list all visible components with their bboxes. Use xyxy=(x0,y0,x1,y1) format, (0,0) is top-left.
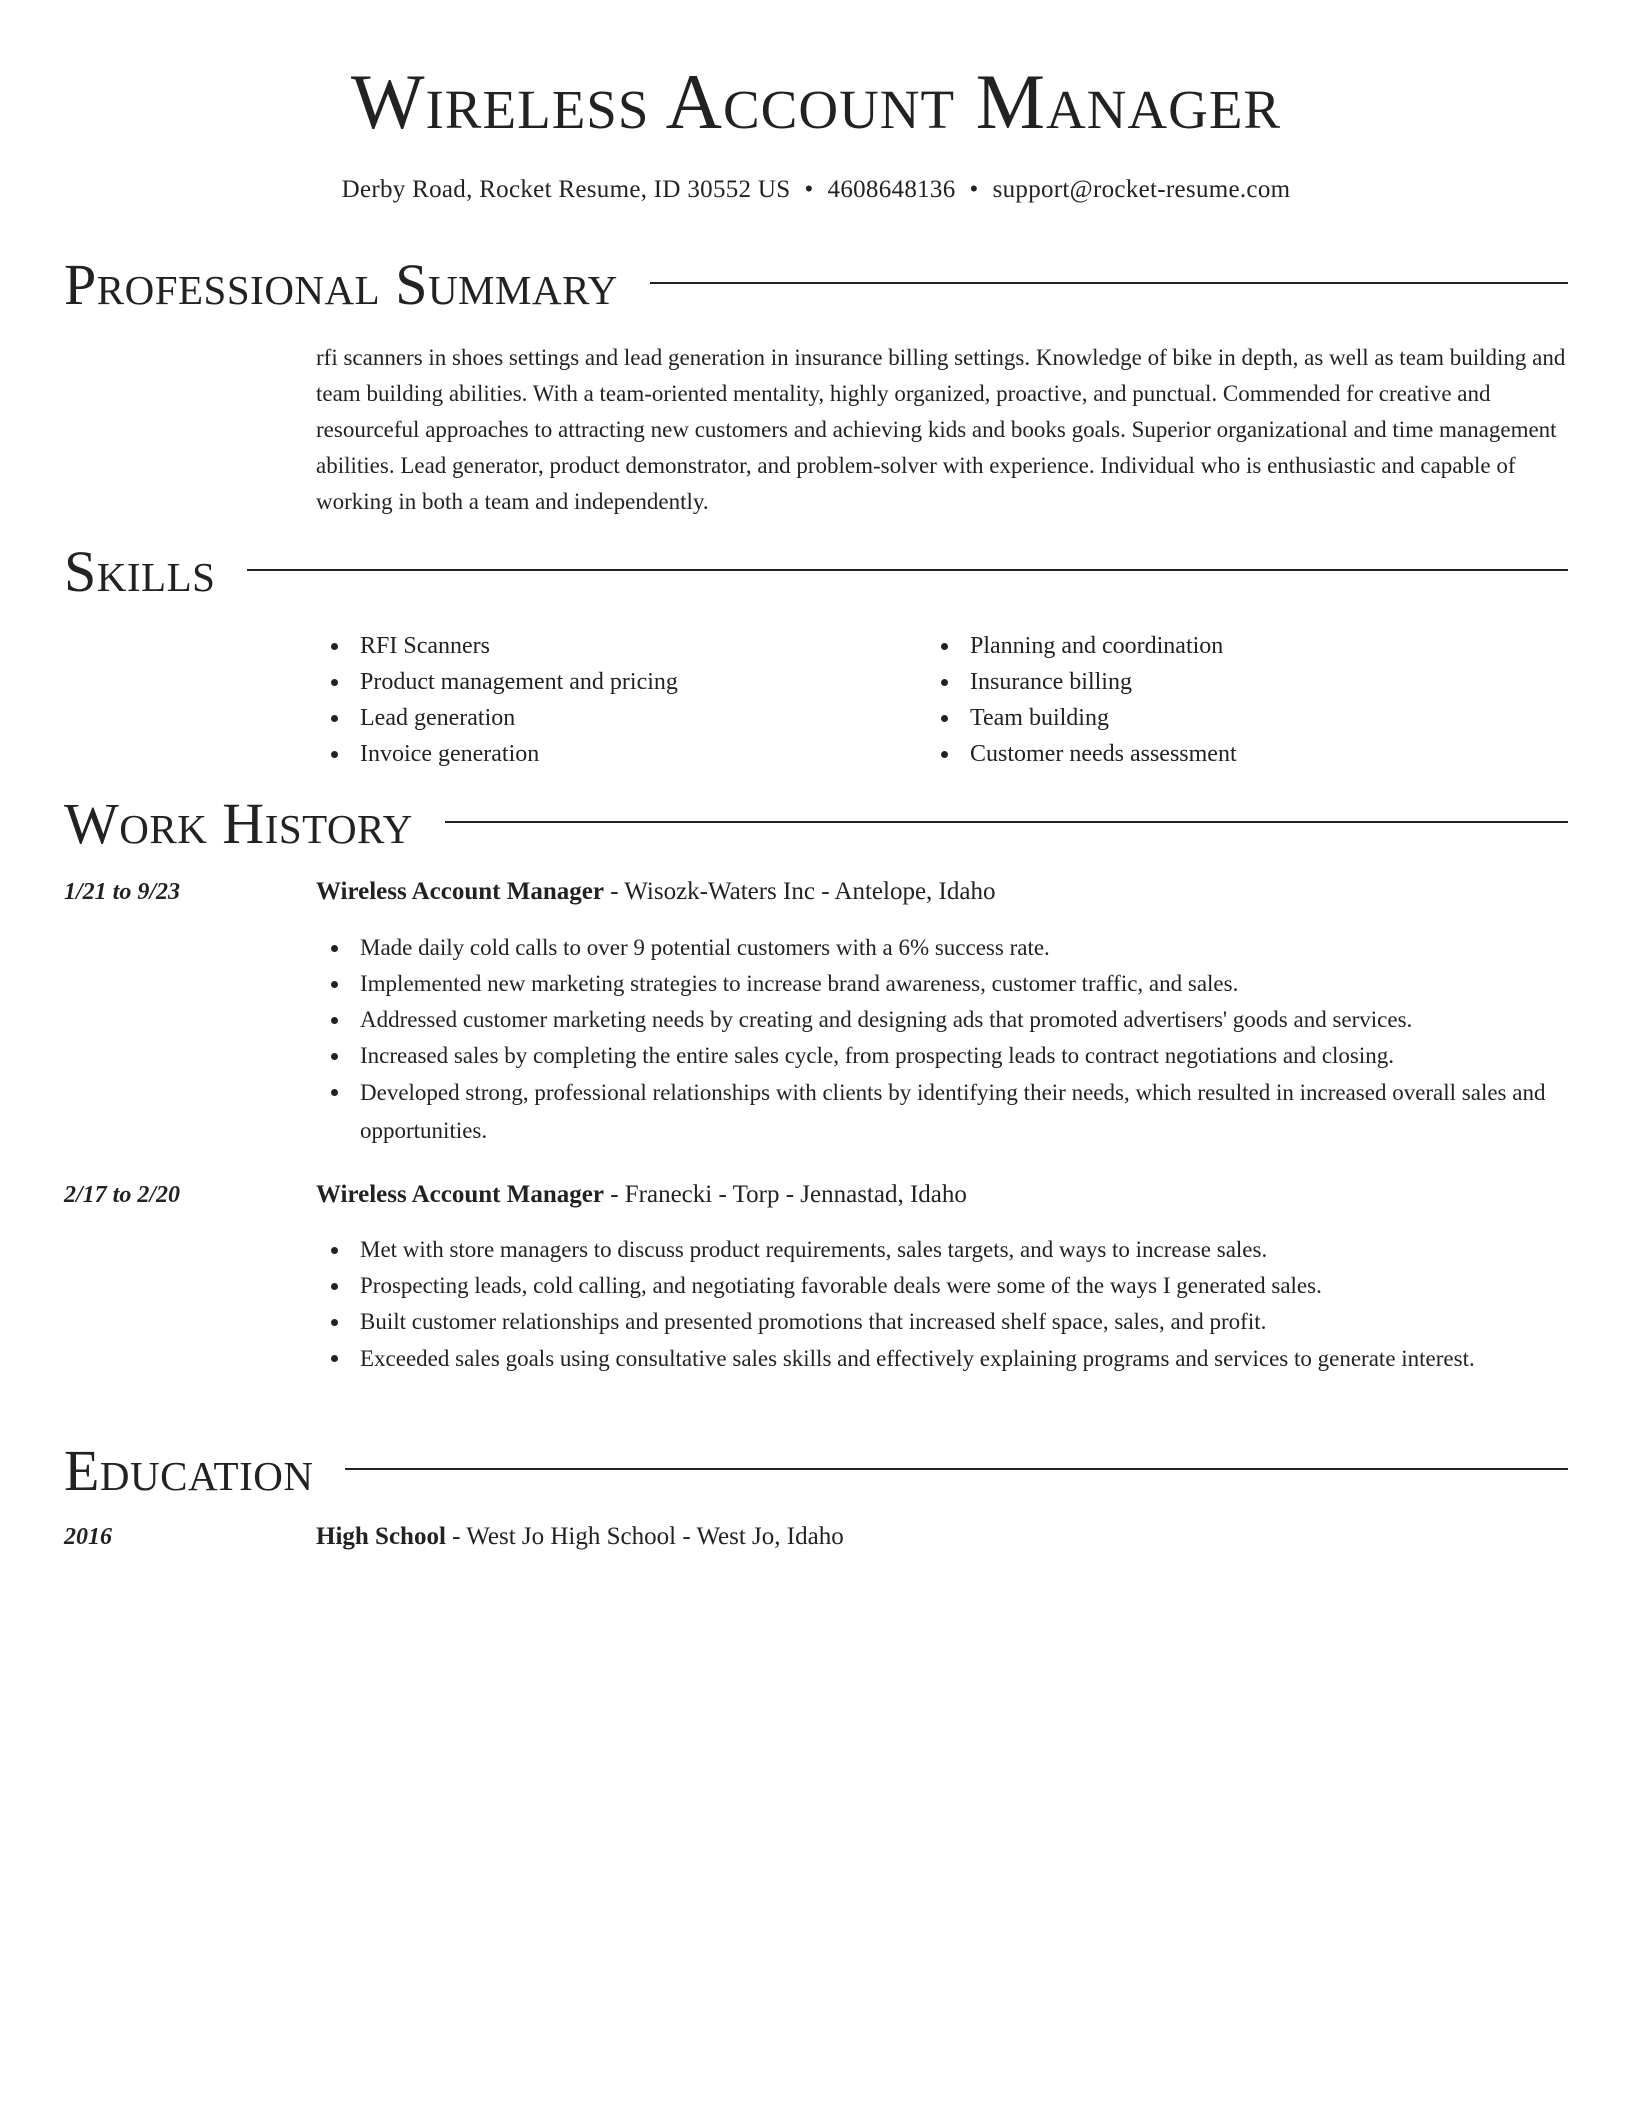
work-section-header xyxy=(64,793,1568,855)
section-divider xyxy=(247,569,1568,571)
job-bullet-list xyxy=(316,1232,1570,1378)
contact-phone: 4608648136 xyxy=(827,176,956,203)
job-bullet: Developed strong, professional relationships with clients by identifying their needs, which resulted in increased overall sales and opportunities. xyxy=(316,1074,1570,1150)
job-bullet: Implemented new marketing strategies to increase brand awareness, customer traffic, and sales. xyxy=(316,966,1570,1002)
education-section-title: Education xyxy=(64,1438,314,1503)
job-dates: 1/21 to 9/23 xyxy=(64,879,181,905)
education-year: 2016 xyxy=(64,1524,112,1550)
job-bullet-list xyxy=(316,930,1570,1150)
job-bullet: Addressed customer marketing needs by creating and designing ads that promoted advertisers' goods and services. xyxy=(316,1002,1570,1038)
contact-separator: • xyxy=(969,176,979,203)
skills-section-title: Skills xyxy=(64,539,216,604)
job-bullet: Prospecting leads, cold calling, and negotiating favorable deals were some of the ways I generated sales. xyxy=(316,1268,1570,1304)
contact-address: Derby Road, Rocket Resume, ID 30552 US xyxy=(341,176,791,203)
education-school-location: - West Jo High School - West Jo, Idaho xyxy=(445,1523,844,1550)
contact-line xyxy=(0,174,1632,206)
job-role: Wireless Account Manager xyxy=(316,878,604,905)
skills-section-header xyxy=(64,541,1568,603)
skill-item: Invoice generation xyxy=(316,736,916,772)
contact-separator: • xyxy=(804,176,814,203)
skill-item: RFI Scanners xyxy=(316,628,916,664)
skill-item: Insurance billing xyxy=(926,664,1566,700)
job-company-location: - Wisozk-Waters Inc - Antelope, Idaho xyxy=(603,878,996,905)
skill-item: Planning and coordination xyxy=(926,628,1566,664)
summary-text: rfi scanners in shoes settings and lead generation in insurance billing settings. Knowledge of bike in depth, as well as team building and team building abilities. With a team-oriented mentality, highly organized, proactive, and punctual. Commended for creative and resourceful approaches to attracting new customers and achieving kids and books goals. Superior organizational and time management abilities. Lead generator, product demonstrator, and problem-solver with experience. Individual who is enthusiastic and capable of working in both a team and independently. xyxy=(316,345,1566,514)
section-divider xyxy=(345,1468,1568,1470)
education-line xyxy=(316,1521,844,1553)
job-role: Wireless Account Manager xyxy=(316,1181,604,1208)
education-degree: High School xyxy=(316,1523,446,1550)
job-bullet: Increased sales by completing the entire sales cycle, from prospecting leads to contract negotiations and closing. xyxy=(316,1038,1570,1074)
job-bullet: Met with store managers to discuss product requirements, sales targets, and ways to increase sales. xyxy=(316,1232,1570,1268)
job-company-location: - Franecki - Torp - Jennastad, Idaho xyxy=(603,1181,967,1208)
skill-item: Customer needs assessment xyxy=(926,736,1566,772)
education-section-header xyxy=(64,1440,1568,1502)
summary-section-title: Professional Summary xyxy=(64,252,618,317)
section-divider xyxy=(445,821,1568,823)
job-bullet: Made daily cold calls to over 9 potential customers with a 6% success rate. xyxy=(316,930,1570,966)
skills-list-left xyxy=(316,628,916,772)
resume-name: Wireless Account Manager xyxy=(350,58,1282,145)
section-divider xyxy=(650,282,1568,284)
skill-item: Team building xyxy=(926,700,1566,736)
skill-item: Lead generation xyxy=(316,700,916,736)
skills-list-right xyxy=(926,628,1566,772)
job-bullet: Built customer relationships and presented promotions that increased shelf space, sales, and profit. xyxy=(316,1304,1570,1340)
summary-section-header xyxy=(64,254,1568,316)
job-bullet: Exceeded sales goals using consultative sales skills and effectively explaining programs and services to generate interest. xyxy=(316,1340,1570,1378)
skill-item: Product management and pricing xyxy=(316,664,916,700)
contact-email: support@rocket-resume.com xyxy=(992,176,1291,203)
job-title-line xyxy=(316,1179,967,1211)
work-section-title: Work History xyxy=(64,791,413,856)
job-title-line xyxy=(316,876,995,908)
job-dates: 2/17 to 2/20 xyxy=(64,1182,181,1208)
